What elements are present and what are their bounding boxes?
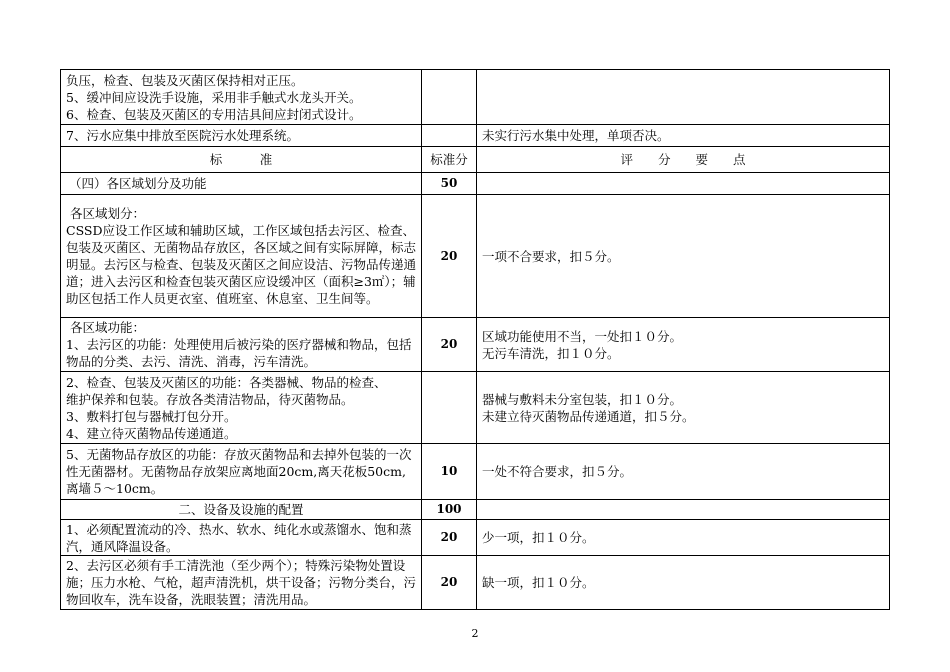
header-standard: 标 准 (61, 147, 422, 173)
table-row (61, 556, 890, 610)
header-criteria: 评 分 要 点 (477, 147, 890, 173)
criteria-line: 未建立待灭菌物品传递通道，扣５分。 (482, 408, 695, 424)
standard-line: 4、建立待灭菌物品传递通道。 (66, 425, 237, 441)
table-row (61, 70, 890, 125)
criteria-line: 无污车清洗，扣１０分。 (482, 345, 620, 361)
standard-cell (61, 318, 422, 372)
score-cell: 20 (422, 556, 477, 610)
criteria-line: 器械与敷料未分室包装，扣１０分。 (482, 391, 683, 407)
page-number: 2 (471, 627, 479, 640)
table-row (61, 195, 890, 318)
standard-line: 维护保养和包装。存放各类清洁物品，待灭菌物品。 (66, 391, 354, 407)
table-row (61, 318, 890, 372)
standard-heading: 各区域功能： (70, 320, 146, 335)
section-score: 50 (422, 173, 477, 195)
standard-text: 2、去污区必须有手工清洗池（至少两个）；特殊污染物处置设施；压力水枪、气枪，超声清洗机，烘干设备；污物分类台，污物回收车，洗车设备，洗眼装置；清洗用品。 (66, 558, 417, 607)
criteria-cell (477, 173, 890, 195)
criteria-line: 未实行污水集中处理，单项否决。 (482, 128, 670, 143)
standard-text: 1、去污区的功能：处理使用后被污染的医疗器械和物品，包括物品的分类、去污、清洗、消毒，污车清洗。 (66, 337, 412, 369)
header-score: 标准分 (422, 147, 477, 173)
table-row (61, 520, 890, 556)
standard-cell (61, 372, 422, 444)
score-cell: 20 (422, 318, 477, 372)
standard-line: 5、缓冲间应设洗手设施，采用非手触式水龙头开关。 (66, 89, 362, 105)
score-cell: 20 (422, 520, 477, 556)
standard-cell (61, 556, 422, 610)
table-row (61, 444, 890, 500)
section-title: （四）各区域划分及功能 (61, 173, 422, 195)
standard-line: 负压，检查、包装及灭菌区保持相对正压。 (66, 72, 304, 88)
criteria-line: 区域功能使用不当，一处扣１０分。 (482, 328, 683, 344)
standard-text: 1、必须配置流动的冷、热水、软水、纯化水或蒸馏水、饱和蒸汽，通风降温设备。 (66, 521, 412, 554)
criteria-cell: 一项不合要求，扣５分。 (477, 195, 890, 318)
section-title: 二、设备及设施的配置 (61, 500, 422, 520)
table-row (61, 372, 890, 444)
criteria-cell (477, 500, 890, 520)
score-cell: 10 (422, 444, 477, 500)
standard-heading: 各区域划分： (70, 206, 146, 221)
standards-table (60, 69, 890, 610)
criteria-cell: 少一项，扣１０分。 (477, 520, 890, 556)
standard-cell (61, 70, 422, 125)
standard-line: 3、敷料打包与器械打包分开。 (66, 408, 237, 424)
standard-text: 5、无菌物品存放区的功能：存放灭菌物品和去掉外包装的一次性无菌器材。无菌物品存放架应离地面20cm,离天花板50cm,离墙５～10cm。 (66, 447, 412, 496)
score-cell (422, 125, 477, 147)
section-score: 100 (422, 500, 477, 520)
section-title-row (61, 173, 890, 195)
standard-text: CSSD应设工作区域和辅助区域，工作区域包括去污区、检查、包装及灭菌区、无菌物品存放区，各区域之间有实际屏障，标志明显。去污区与检查、包装及灭菌区之间应设洁、污物品传递通道；进入去污区和检查包装灭菌区应设缓冲区（面积≥3㎡）；辅助区包括工作人员更衣室、值班室、休息室、卫生间等。 (66, 223, 417, 306)
criteria-cell (477, 318, 890, 372)
standard-cell (61, 444, 422, 500)
score-cell (422, 70, 477, 125)
table-row (61, 125, 890, 147)
standard-cell (61, 125, 422, 147)
criteria-cell (477, 125, 890, 147)
standard-line: 2、检查、包装及灭菌区的功能：各类器械、物品的检查、 (66, 374, 387, 390)
criteria-cell (477, 70, 890, 125)
table-header-row (61, 147, 890, 173)
standard-cell (61, 520, 422, 556)
standard-line: 7、污水应集中排放至医院污水处理系统。 (66, 128, 299, 143)
standard-cell (61, 195, 422, 318)
score-cell (422, 372, 477, 444)
criteria-cell (477, 372, 890, 444)
standard-line: 6、检查、包装及灭菌区的专用洁具间应封闭式设计。 (66, 106, 362, 122)
criteria-cell: 一处不符合要求，扣５分。 (477, 444, 890, 500)
criteria-cell: 缺一项，扣１０分。 (477, 556, 890, 610)
section-title-row (61, 500, 890, 520)
score-cell: 20 (422, 195, 477, 318)
